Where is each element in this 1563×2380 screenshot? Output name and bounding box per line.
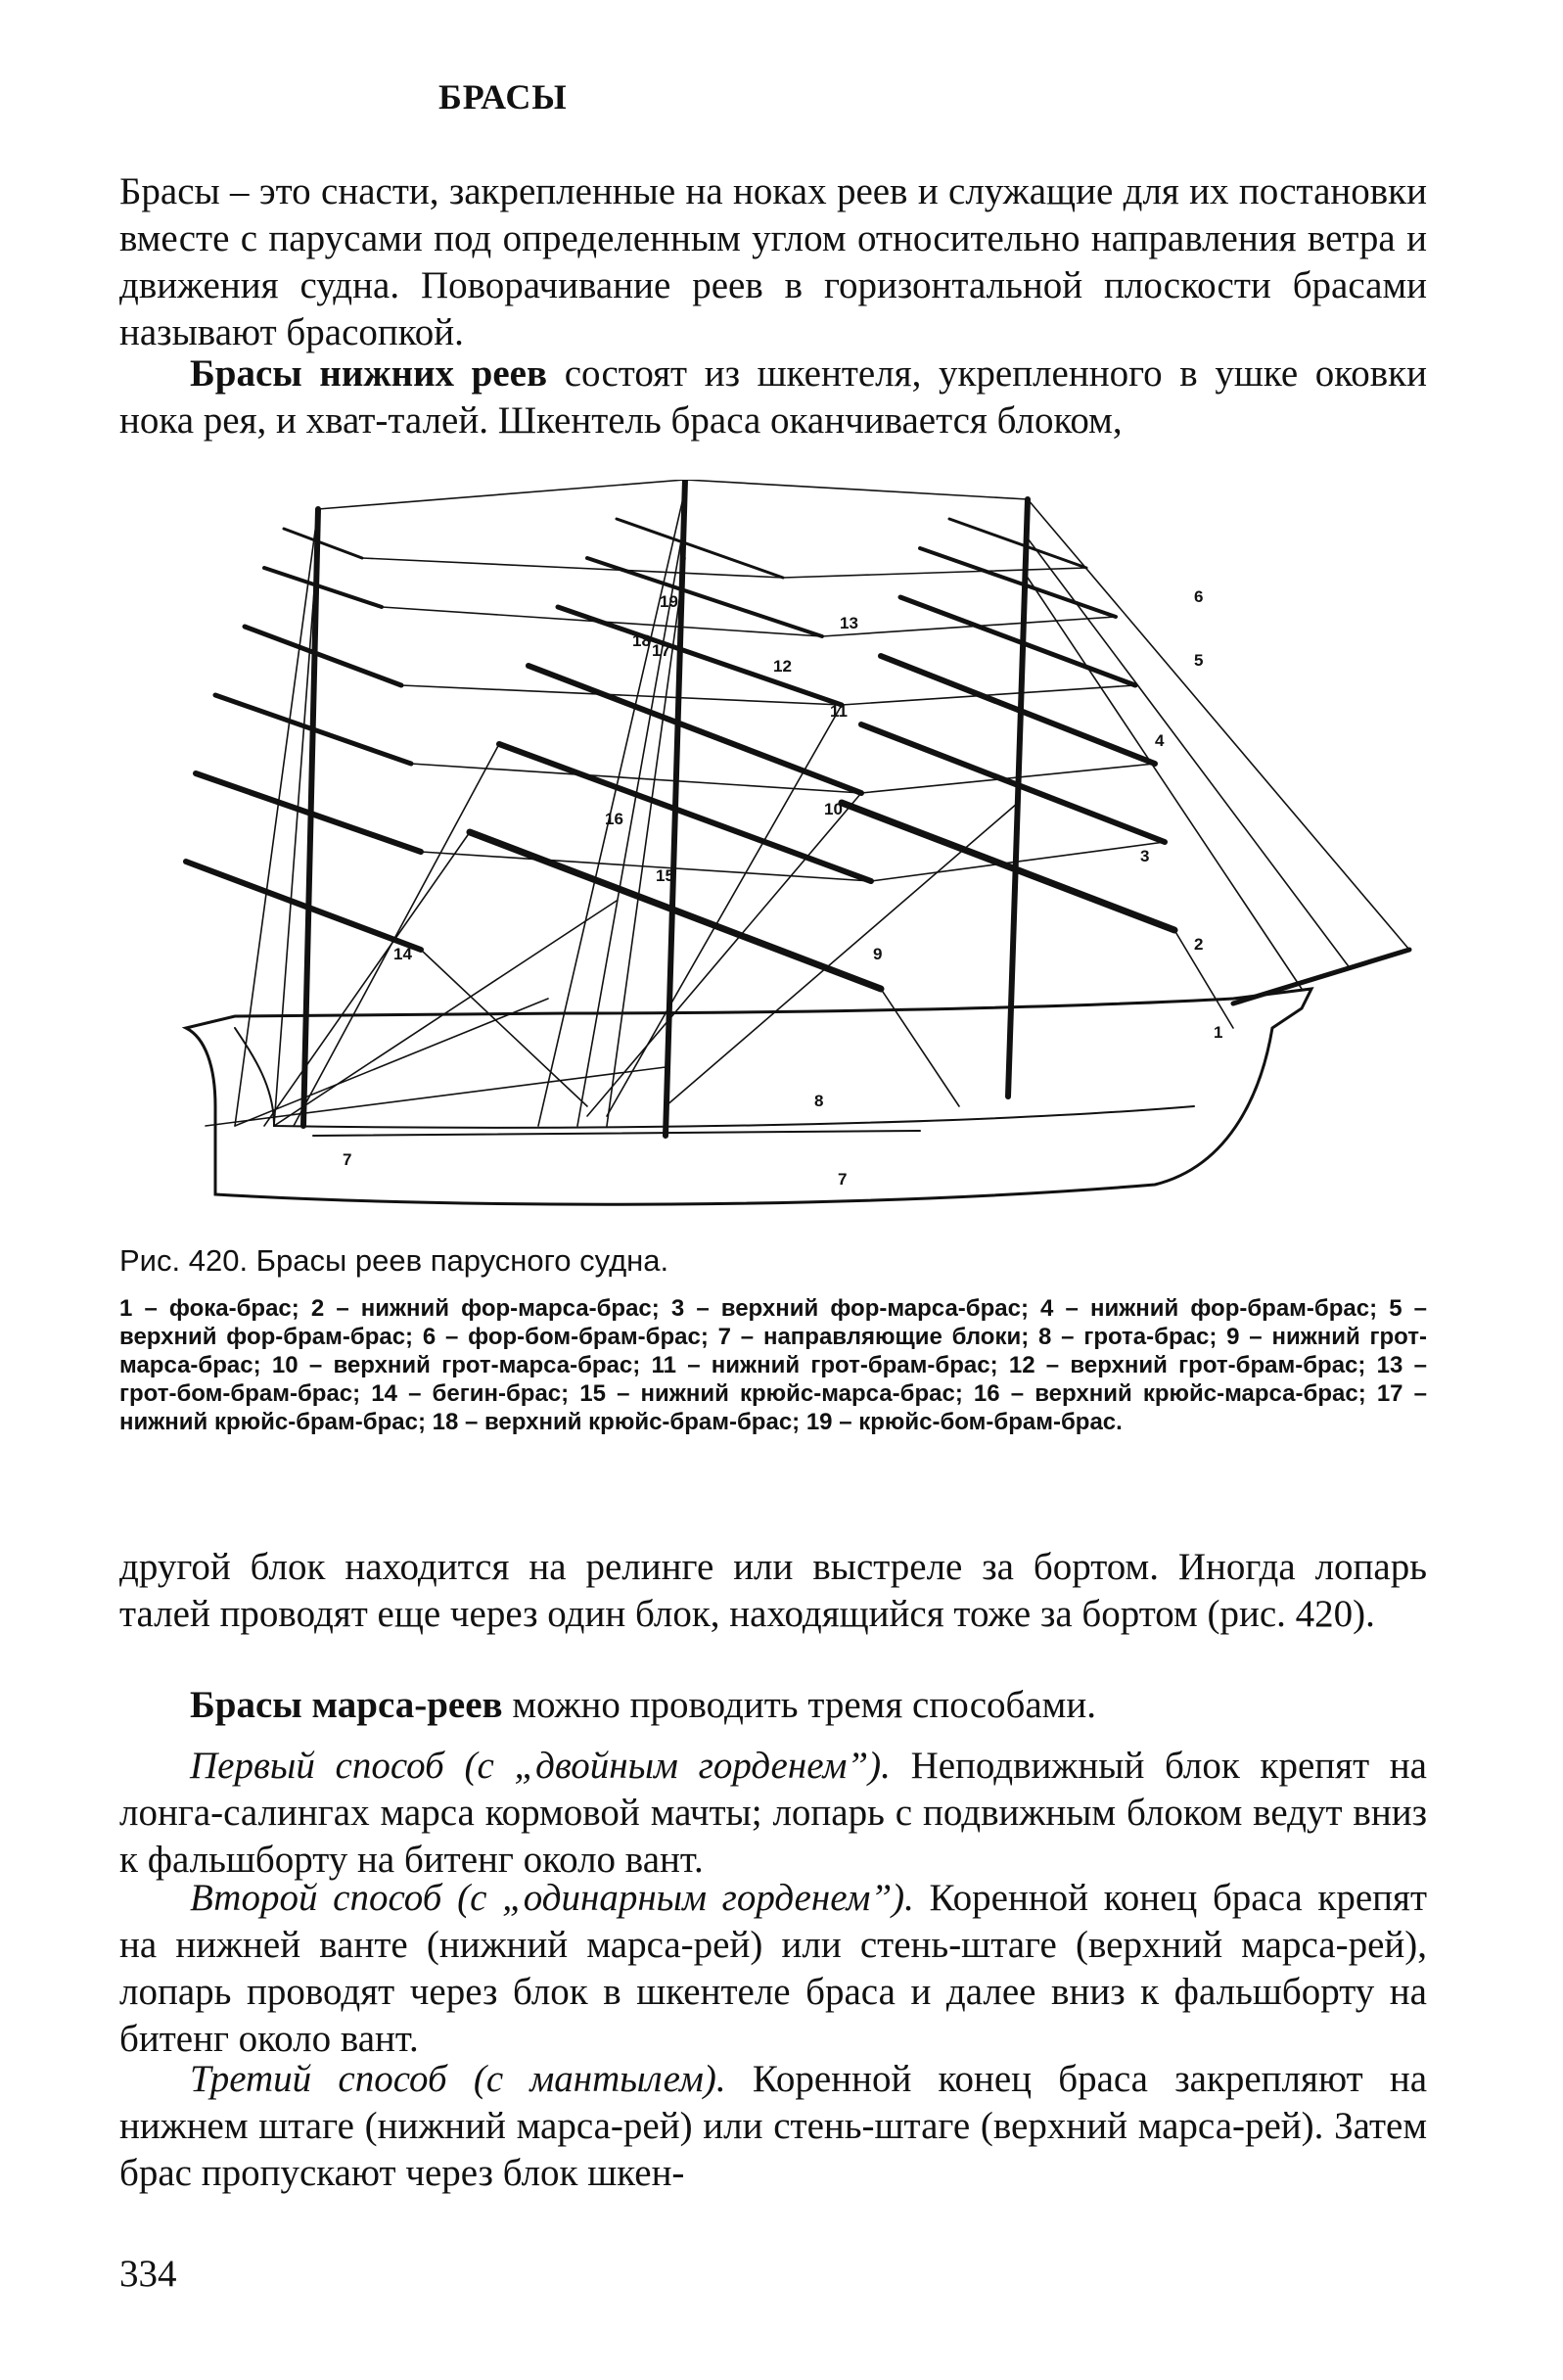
paragraph-topsail-braces xyxy=(119,1682,1427,1729)
label-14: 14 xyxy=(393,945,412,963)
label-3: 3 xyxy=(1140,847,1150,865)
label-17: 17 xyxy=(652,641,670,660)
paragraph-continuation xyxy=(119,1544,1427,1638)
figure-legend xyxy=(119,1294,1427,1436)
method-two-title: Второй способ (с „одинарным горденем”). xyxy=(190,1877,914,1919)
label-16: 16 xyxy=(605,810,623,828)
method-three-text: Коренной конец браса закрепляют на нижнем штаге (нижний марса-рей) или стень-штаге (верхний марса-рей). Затем брас пропускают через блок шкен- xyxy=(119,2058,1427,2194)
label-12: 12 xyxy=(773,657,792,676)
label-13: 13 xyxy=(840,614,858,632)
label-5: 5 xyxy=(1194,651,1204,670)
paragraph-lower-yards-text: состоят из шкентеля, укрепленного в ушке оковки нока рея, и хват-талей. Шкентель браса оканчивается блоком, xyxy=(119,352,1427,442)
paragraph-topsail-braces-text: можно проводить тремя способами. xyxy=(502,1684,1096,1726)
ship-braces-figure xyxy=(176,480,1419,1243)
label-4: 4 xyxy=(1155,731,1165,750)
method-one-title: Первый способ (с „двойным горденем”). xyxy=(190,1745,891,1787)
paragraph-lower-yards xyxy=(119,350,1427,444)
method-three-title: Третий способ (с мантылем). xyxy=(190,2058,726,2100)
method-one-text: Неподвижный блок крепят на лонга-салингах марса кормовой мачты; лопарь с подвижным блоком ведут вниз к фальшборту на битенг около вант. xyxy=(119,1745,1427,1881)
label-7a: 7 xyxy=(343,1150,352,1169)
label-6: 6 xyxy=(1194,587,1204,606)
label-15: 15 xyxy=(656,866,674,885)
label-9: 9 xyxy=(873,945,883,963)
term-topsail-yard-braces: Брасы марса-реев xyxy=(190,1684,503,1726)
paragraph-method-one xyxy=(119,1743,1427,1884)
paragraph-method-three xyxy=(119,2056,1427,2197)
label-10: 10 xyxy=(824,800,843,818)
label-8: 8 xyxy=(814,1092,824,1110)
paragraph-intro xyxy=(119,168,1427,356)
page-number: 334 xyxy=(119,2253,177,2295)
term-lower-yard-braces: Брасы нижних реев xyxy=(190,352,548,395)
method-two-text: Коренной конец браса крепят на нижней ванте (нижний марса-рей) или стень-штаге (верхний марса-рей), лопарь проводят через блок в шкентеле браса и далее вниз к фальшборту на битенг около вант. xyxy=(119,1877,1427,2060)
paragraph-continuation-text: другой блок находится на релинге или выстреле за бортом. Иногда лопарь талей проводят еще через один блок, находящийся тоже за бортом (рис. 420). xyxy=(119,1546,1427,1635)
label-7b: 7 xyxy=(838,1170,848,1189)
label-11: 11 xyxy=(830,702,848,721)
label-19: 19 xyxy=(660,592,678,611)
figure-legend-text: 1 – фока-брас; 2 – нижний фор-марса-брас; 3 – верхний фор-марса-брас; 4 – нижний фор-брам-брас; 5 – верхний фор-брам-брас; 6 – фор-бом-брам-брас; 7 – направляющие блоки; 8 – грота-брас; 9 – нижний грот-марса-брас; 10 – верхний грот-марса-брас; 11 – нижний грот-брам-брас; 12 – верхний грот-брам-брас; 13 – грот-бом-брам-брас; 14 – бегин-брас; 15 – нижний крюйс-марса-брас; 16 – верхний крюйс-марса-брас; 17 – нижний крюйс-брам-брас; 18 – верхний крюйс-брам-брас; 19 – крюйс-бом-брам-брас. xyxy=(119,1295,1427,1435)
label-1: 1 xyxy=(1214,1023,1223,1042)
label-2: 2 xyxy=(1194,935,1204,954)
label-18: 18 xyxy=(632,631,651,650)
figure-caption: Рис. 420. Брасы реев парусного судна. xyxy=(119,1243,669,1278)
paragraph-method-two xyxy=(119,1875,1427,2063)
paragraph-intro-text: Брасы – это снасти, закрепленные на ноках реев и служащие для их постановки вместе с парусами под определенным углом относительно направления ветра и движения судна. Поворачивание реев в горизонтальной плоскости брасами называют брасопкой. xyxy=(119,170,1427,353)
section-heading: БРАСЫ xyxy=(438,77,568,117)
